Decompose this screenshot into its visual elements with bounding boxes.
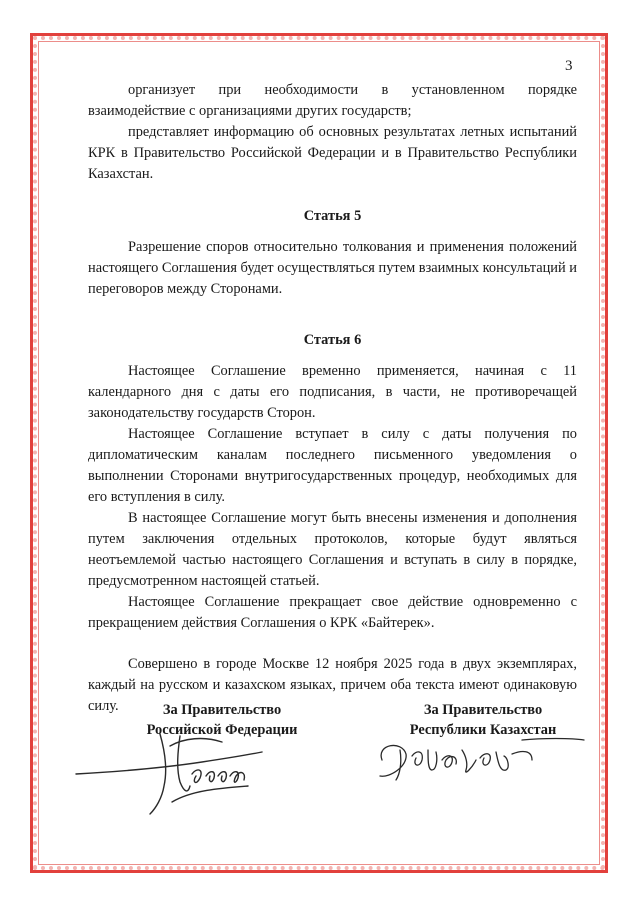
article-5-heading: Статья 5 bbox=[303, 208, 362, 224]
signature-caption-line1: За Правительство bbox=[423, 702, 543, 718]
document-body bbox=[88, 80, 577, 717]
signature-kazakhstan bbox=[372, 730, 592, 800]
article-6-paragraph: Настоящее Соглашение временно применяется, начиная с 11 календарного дня с даты его подписания, в части, не противоречащей законодательству государств Сторон. bbox=[88, 363, 577, 421]
signature-caption-line2: Республики Казахстан bbox=[409, 722, 557, 738]
article-6-heading: Статья 6 bbox=[303, 332, 362, 348]
article-6-paragraph: Настоящее Соглашение вступает в силу с даты получения по дипломатическим каналам последнего письменного уведомления о выполнении Сторонами внутригосударственных процедур, необходимых для его вступления в силу. bbox=[88, 426, 577, 505]
page-number: 3 bbox=[565, 58, 573, 74]
signature-russia bbox=[72, 728, 332, 818]
closing-statement: Совершено в городе Москве 12 ноября 2025 года в двух экземплярах, каждый на русском и казахском языках, причем оба текста имеют одинаковую силу. bbox=[88, 656, 577, 714]
article-5-text: Разрешение споров относительно толкования и применения положений настоящего Соглашения будет осуществляться путем взаимных консультаций и переговоров между Сторонами. bbox=[88, 239, 577, 297]
article-6-paragraph: Настоящее Соглашение прекращает свое действие одновременно с прекращением действия Соглашения о КРК «Байтерек». bbox=[88, 594, 577, 631]
paragraph: организует при необходимости в установленном порядке взаимодействие с организациями других государств; bbox=[88, 82, 577, 119]
paragraph: представляет информацию об основных результатах летных испытаний КРК в Правительство Российской Федерации и в Правительство Республики Казахстан. bbox=[88, 124, 577, 182]
signature-caption-line2: Российской Федерации bbox=[146, 722, 298, 738]
signature-caption-line1: За Правительство bbox=[162, 702, 282, 718]
article-6-paragraph: В настоящее Соглашение могут быть внесены изменения и дополнения путем заключения отдельных протоколов, которые будут являться неотъемлемой частью настоящего Соглашения и вступать в силу в порядке, предусмотренном настоящей статьей. bbox=[88, 510, 577, 589]
